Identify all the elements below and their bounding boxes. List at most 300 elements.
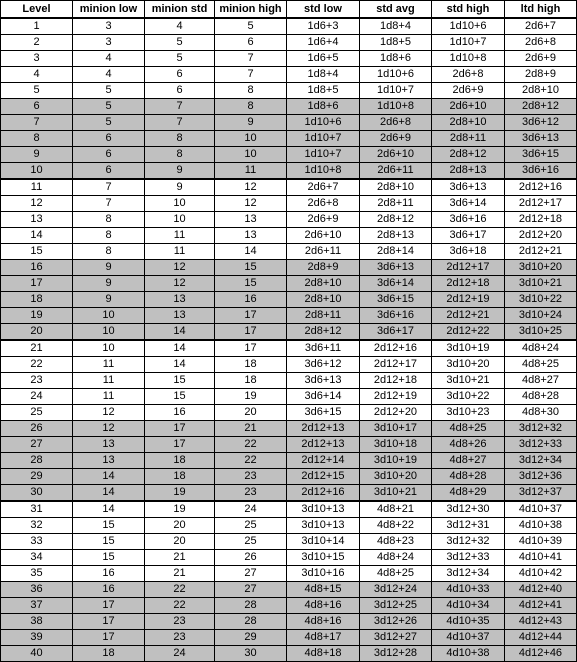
cell-std-low: 2d12+14 — [287, 453, 360, 469]
cell-minion-low: 8 — [73, 244, 145, 260]
cell-std-avg: 3d12+27 — [360, 630, 432, 646]
cell-std-high: 3d12+33 — [432, 550, 505, 566]
cell-minion-high: 19 — [215, 389, 287, 405]
header-std-low: std low — [287, 1, 360, 19]
cell-std-avg: 1d8+6 — [360, 51, 432, 67]
cell-minion-std: 14 — [145, 324, 215, 341]
cell-minion-std: 18 — [145, 453, 215, 469]
cell-std-low: 1d8+5 — [287, 83, 360, 99]
cell-ltd-high: 2d8+12 — [505, 99, 577, 115]
cell-minion-high: 28 — [215, 598, 287, 614]
cell-minion-high: 25 — [215, 534, 287, 550]
cell-ltd-high: 2d12+18 — [505, 212, 577, 228]
cell-std-avg: 2d6+9 — [360, 131, 432, 147]
cell-minion-low: 16 — [73, 582, 145, 598]
table-row — [1, 228, 577, 244]
cell-std-low: 3d6+14 — [287, 389, 360, 405]
cell-level: 19 — [1, 308, 73, 324]
cell-minion-low: 13 — [73, 453, 145, 469]
cell-level: 28 — [1, 453, 73, 469]
cell-minion-high: 9 — [215, 115, 287, 131]
table-row — [1, 35, 577, 51]
cell-level: 29 — [1, 469, 73, 485]
cell-minion-std: 11 — [145, 228, 215, 244]
cell-level: 23 — [1, 373, 73, 389]
cell-std-avg: 2d8+12 — [360, 212, 432, 228]
cell-minion-low: 12 — [73, 405, 145, 421]
cell-ltd-high: 4d8+24 — [505, 340, 577, 357]
cell-ltd-high: 2d6+8 — [505, 35, 577, 51]
cell-minion-low: 10 — [73, 308, 145, 324]
cell-ltd-high: 2d6+7 — [505, 18, 577, 35]
cell-minion-std: 20 — [145, 518, 215, 534]
cell-std-avg: 2d12+16 — [360, 340, 432, 357]
cell-std-high: 2d12+21 — [432, 308, 505, 324]
cell-std-avg: 1d10+8 — [360, 99, 432, 115]
cell-ltd-high: 4d12+41 — [505, 598, 577, 614]
cell-ltd-high: 3d10+20 — [505, 260, 577, 276]
cell-level: 36 — [1, 582, 73, 598]
cell-std-avg: 3d6+14 — [360, 276, 432, 292]
cell-std-avg: 2d8+14 — [360, 244, 432, 260]
cell-std-low: 2d12+13 — [287, 437, 360, 453]
cell-level: 7 — [1, 115, 73, 131]
cell-std-high: 4d10+38 — [432, 646, 505, 662]
cell-ltd-high: 3d6+13 — [505, 131, 577, 147]
table-row — [1, 212, 577, 228]
cell-minion-low: 17 — [73, 598, 145, 614]
cell-ltd-high: 4d10+42 — [505, 566, 577, 582]
cell-std-low: 4d8+18 — [287, 646, 360, 662]
cell-minion-high: 24 — [215, 501, 287, 518]
cell-std-high: 4d10+35 — [432, 614, 505, 630]
cell-std-low: 4d8+16 — [287, 614, 360, 630]
cell-level: 9 — [1, 147, 73, 163]
cell-minion-std: 10 — [145, 196, 215, 212]
cell-level: 2 — [1, 35, 73, 51]
cell-level: 37 — [1, 598, 73, 614]
cell-level: 35 — [1, 566, 73, 582]
cell-std-low: 3d10+13 — [287, 501, 360, 518]
cell-minion-high: 25 — [215, 518, 287, 534]
cell-level: 6 — [1, 99, 73, 115]
cell-std-avg: 2d12+19 — [360, 389, 432, 405]
cell-minion-std: 6 — [145, 83, 215, 99]
cell-std-low: 3d6+11 — [287, 340, 360, 357]
cell-minion-low: 15 — [73, 550, 145, 566]
cell-level: 34 — [1, 550, 73, 566]
header-level: Level — [1, 1, 73, 19]
cell-minion-high: 21 — [215, 421, 287, 437]
table-row — [1, 131, 577, 147]
cell-level: 15 — [1, 244, 73, 260]
cell-minion-low: 5 — [73, 99, 145, 115]
cell-ltd-high: 2d12+16 — [505, 179, 577, 196]
table-row — [1, 534, 577, 550]
cell-minion-std: 19 — [145, 501, 215, 518]
cell-ltd-high: 3d12+36 — [505, 469, 577, 485]
cell-std-avg: 4d8+23 — [360, 534, 432, 550]
cell-std-avg: 4d8+25 — [360, 566, 432, 582]
cell-std-high: 1d10+7 — [432, 35, 505, 51]
cell-minion-std: 23 — [145, 614, 215, 630]
cell-std-high: 3d12+32 — [432, 534, 505, 550]
cell-minion-high: 14 — [215, 244, 287, 260]
cell-minion-std: 16 — [145, 405, 215, 421]
cell-std-low: 2d12+15 — [287, 469, 360, 485]
header-std-high: std high — [432, 1, 505, 19]
cell-ltd-high: 4d8+27 — [505, 373, 577, 389]
cell-level: 27 — [1, 437, 73, 453]
cell-std-low: 2d8+9 — [287, 260, 360, 276]
cell-ltd-high: 2d6+9 — [505, 51, 577, 67]
cell-ltd-high: 2d12+21 — [505, 244, 577, 260]
cell-minion-std: 5 — [145, 51, 215, 67]
cell-level: 3 — [1, 51, 73, 67]
cell-std-high: 2d8+13 — [432, 163, 505, 180]
cell-ltd-high: 4d8+30 — [505, 405, 577, 421]
cell-std-high: 2d8+10 — [432, 115, 505, 131]
cell-minion-high: 6 — [215, 35, 287, 51]
cell-level: 31 — [1, 501, 73, 518]
cell-std-low: 1d10+6 — [287, 115, 360, 131]
cell-std-high: 2d6+8 — [432, 67, 505, 83]
cell-std-low: 2d6+9 — [287, 212, 360, 228]
cell-minion-std: 22 — [145, 598, 215, 614]
cell-std-high: 1d10+8 — [432, 51, 505, 67]
cell-std-high: 3d6+18 — [432, 244, 505, 260]
cell-std-avg: 3d10+20 — [360, 469, 432, 485]
table-row — [1, 276, 577, 292]
table-row — [1, 598, 577, 614]
cell-minion-std: 8 — [145, 131, 215, 147]
table-row — [1, 389, 577, 405]
cell-minion-std: 17 — [145, 421, 215, 437]
table-body — [1, 18, 577, 662]
cell-minion-low: 3 — [73, 18, 145, 35]
cell-minion-high: 16 — [215, 292, 287, 308]
cell-minion-high: 13 — [215, 212, 287, 228]
table-row — [1, 260, 577, 276]
cell-minion-low: 7 — [73, 179, 145, 196]
cell-level: 5 — [1, 83, 73, 99]
cell-std-avg: 2d8+11 — [360, 196, 432, 212]
cell-ltd-high: 4d10+41 — [505, 550, 577, 566]
table-row — [1, 67, 577, 83]
cell-minion-std: 7 — [145, 115, 215, 131]
cell-minion-low: 7 — [73, 196, 145, 212]
header-std-avg: std avg — [360, 1, 432, 19]
cell-minion-high: 12 — [215, 196, 287, 212]
cell-ltd-high: 3d12+37 — [505, 485, 577, 502]
table-row — [1, 630, 577, 646]
cell-ltd-high: 2d8+10 — [505, 83, 577, 99]
header-row — [1, 1, 577, 19]
table-row — [1, 582, 577, 598]
cell-minion-low: 6 — [73, 147, 145, 163]
table-row — [1, 373, 577, 389]
cell-std-low: 4d8+17 — [287, 630, 360, 646]
cell-minion-std: 14 — [145, 357, 215, 373]
cell-std-high: 3d12+34 — [432, 566, 505, 582]
cell-ltd-high: 3d6+15 — [505, 147, 577, 163]
table-row — [1, 646, 577, 662]
cell-std-high: 3d10+22 — [432, 389, 505, 405]
cell-minion-low: 5 — [73, 83, 145, 99]
table-row — [1, 566, 577, 582]
cell-minion-std: 14 — [145, 340, 215, 357]
cell-std-low: 2d6+7 — [287, 179, 360, 196]
table-row — [1, 292, 577, 308]
cell-minion-std: 10 — [145, 212, 215, 228]
cell-std-avg: 3d6+16 — [360, 308, 432, 324]
cell-ltd-high: 4d10+37 — [505, 501, 577, 518]
cell-minion-std: 22 — [145, 582, 215, 598]
cell-std-low: 3d10+16 — [287, 566, 360, 582]
cell-std-high: 1d10+6 — [432, 18, 505, 35]
cell-std-low: 2d12+16 — [287, 485, 360, 502]
cell-ltd-high: 3d12+34 — [505, 453, 577, 469]
table-row — [1, 83, 577, 99]
cell-minion-low: 11 — [73, 389, 145, 405]
cell-level: 1 — [1, 18, 73, 35]
cell-std-avg: 1d8+4 — [360, 18, 432, 35]
cell-minion-low: 9 — [73, 292, 145, 308]
cell-minion-std: 9 — [145, 163, 215, 180]
cell-std-avg: 4d8+24 — [360, 550, 432, 566]
cell-std-high: 4d8+29 — [432, 485, 505, 502]
cell-minion-high: 18 — [215, 373, 287, 389]
cell-ltd-high: 4d12+44 — [505, 630, 577, 646]
cell-minion-high: 7 — [215, 67, 287, 83]
cell-minion-std: 8 — [145, 147, 215, 163]
cell-std-high: 3d12+30 — [432, 501, 505, 518]
cell-level: 26 — [1, 421, 73, 437]
cell-minion-std: 15 — [145, 389, 215, 405]
cell-minion-low: 14 — [73, 485, 145, 502]
cell-std-high: 2d6+10 — [432, 99, 505, 115]
header-minion-std: minion std — [145, 1, 215, 19]
cell-minion-high: 22 — [215, 453, 287, 469]
cell-minion-std: 5 — [145, 35, 215, 51]
cell-ltd-high: 4d10+39 — [505, 534, 577, 550]
table-row — [1, 99, 577, 115]
table-row — [1, 550, 577, 566]
cell-minion-high: 30 — [215, 646, 287, 662]
cell-std-high: 3d6+16 — [432, 212, 505, 228]
cell-minion-low: 5 — [73, 115, 145, 131]
table-row — [1, 163, 577, 180]
cell-minion-high: 29 — [215, 630, 287, 646]
cell-minion-low: 6 — [73, 131, 145, 147]
cell-minion-std: 4 — [145, 18, 215, 35]
table-row — [1, 437, 577, 453]
cell-ltd-high: 2d12+20 — [505, 228, 577, 244]
cell-minion-std: 24 — [145, 646, 215, 662]
cell-minion-low: 9 — [73, 260, 145, 276]
cell-std-high: 3d6+13 — [432, 179, 505, 196]
cell-minion-low: 12 — [73, 421, 145, 437]
cell-ltd-high: 4d10+38 — [505, 518, 577, 534]
cell-minion-low: 17 — [73, 630, 145, 646]
table-row — [1, 421, 577, 437]
cell-std-low: 1d8+6 — [287, 99, 360, 115]
cell-minion-std: 7 — [145, 99, 215, 115]
cell-minion-high: 22 — [215, 437, 287, 453]
cell-level: 18 — [1, 292, 73, 308]
cell-minion-std: 20 — [145, 534, 215, 550]
cell-minion-std: 12 — [145, 260, 215, 276]
cell-minion-low: 11 — [73, 357, 145, 373]
cell-level: 25 — [1, 405, 73, 421]
cell-ltd-high: 2d12+17 — [505, 196, 577, 212]
cell-minion-low: 14 — [73, 501, 145, 518]
cell-std-avg: 4d8+22 — [360, 518, 432, 534]
cell-level: 4 — [1, 67, 73, 83]
cell-std-avg: 3d10+21 — [360, 485, 432, 502]
cell-ltd-high: 4d12+46 — [505, 646, 577, 662]
cell-std-high: 3d10+20 — [432, 357, 505, 373]
cell-std-high: 4d8+25 — [432, 421, 505, 437]
cell-minion-low: 6 — [73, 163, 145, 180]
cell-minion-std: 6 — [145, 67, 215, 83]
cell-std-avg: 3d12+24 — [360, 582, 432, 598]
cell-std-high: 3d12+31 — [432, 518, 505, 534]
cell-minion-std: 13 — [145, 308, 215, 324]
cell-std-low: 4d8+16 — [287, 598, 360, 614]
cell-ltd-high: 4d12+40 — [505, 582, 577, 598]
cell-std-low: 3d6+15 — [287, 405, 360, 421]
cell-std-high: 4d8+27 — [432, 453, 505, 469]
cell-std-high: 3d6+17 — [432, 228, 505, 244]
table-row — [1, 614, 577, 630]
table-row — [1, 308, 577, 324]
cell-std-low: 1d6+5 — [287, 51, 360, 67]
cell-minion-high: 18 — [215, 357, 287, 373]
cell-level: 38 — [1, 614, 73, 630]
cell-std-high: 2d12+19 — [432, 292, 505, 308]
cell-minion-high: 13 — [215, 228, 287, 244]
cell-std-low: 1d6+4 — [287, 35, 360, 51]
cell-level: 21 — [1, 340, 73, 357]
cell-level: 14 — [1, 228, 73, 244]
cell-std-low: 3d10+14 — [287, 534, 360, 550]
cell-minion-low: 4 — [73, 67, 145, 83]
cell-std-avg: 4d8+21 — [360, 501, 432, 518]
table-row — [1, 115, 577, 131]
cell-level: 39 — [1, 630, 73, 646]
cell-std-high: 4d10+34 — [432, 598, 505, 614]
cell-std-low: 1d10+7 — [287, 131, 360, 147]
cell-std-avg: 3d10+19 — [360, 453, 432, 469]
cell-minion-high: 8 — [215, 83, 287, 99]
table-row — [1, 18, 577, 35]
cell-level: 40 — [1, 646, 73, 662]
cell-std-avg: 3d12+28 — [360, 646, 432, 662]
cell-std-low: 1d8+4 — [287, 67, 360, 83]
cell-std-avg: 3d10+18 — [360, 437, 432, 453]
cell-minion-high: 10 — [215, 147, 287, 163]
cell-std-high: 2d8+11 — [432, 131, 505, 147]
cell-std-avg: 2d8+10 — [360, 179, 432, 196]
cell-ltd-high: 2d8+9 — [505, 67, 577, 83]
cell-minion-low: 3 — [73, 35, 145, 51]
table-row — [1, 501, 577, 518]
table-row — [1, 357, 577, 373]
cell-std-low: 2d6+8 — [287, 196, 360, 212]
cell-minion-high: 23 — [215, 485, 287, 502]
cell-std-low: 2d12+13 — [287, 421, 360, 437]
cell-minion-high: 12 — [215, 179, 287, 196]
cell-ltd-high: 3d10+25 — [505, 324, 577, 341]
cell-std-low: 3d10+13 — [287, 518, 360, 534]
table-row — [1, 340, 577, 357]
cell-level: 16 — [1, 260, 73, 276]
cell-level: 24 — [1, 389, 73, 405]
cell-std-avg: 3d6+17 — [360, 324, 432, 341]
cell-ltd-high: 4d12+43 — [505, 614, 577, 630]
cell-std-avg: 2d12+18 — [360, 373, 432, 389]
cell-level: 20 — [1, 324, 73, 341]
cell-level: 33 — [1, 534, 73, 550]
cell-ltd-high: 3d10+21 — [505, 276, 577, 292]
cell-ltd-high: 3d6+12 — [505, 115, 577, 131]
cell-std-low: 1d6+3 — [287, 18, 360, 35]
cell-std-avg: 3d6+13 — [360, 260, 432, 276]
cell-minion-low: 10 — [73, 340, 145, 357]
cell-std-low: 2d8+10 — [287, 276, 360, 292]
cell-ltd-high: 4d8+25 — [505, 357, 577, 373]
cell-std-avg: 1d10+7 — [360, 83, 432, 99]
cell-std-low: 2d8+12 — [287, 324, 360, 341]
table-row — [1, 453, 577, 469]
cell-minion-high: 26 — [215, 550, 287, 566]
cell-std-low: 3d6+13 — [287, 373, 360, 389]
cell-level: 11 — [1, 179, 73, 196]
cell-ltd-high: 3d12+32 — [505, 421, 577, 437]
cell-minion-low: 18 — [73, 646, 145, 662]
cell-level: 10 — [1, 163, 73, 180]
cell-minion-high: 11 — [215, 163, 287, 180]
cell-minion-low: 8 — [73, 228, 145, 244]
cell-std-high: 2d12+17 — [432, 260, 505, 276]
cell-ltd-high: 3d6+16 — [505, 163, 577, 180]
cell-minion-low: 4 — [73, 51, 145, 67]
cell-std-low: 2d8+10 — [287, 292, 360, 308]
cell-std-high: 2d12+18 — [432, 276, 505, 292]
cell-std-low: 1d10+7 — [287, 147, 360, 163]
cell-std-avg: 3d12+26 — [360, 614, 432, 630]
table-row — [1, 485, 577, 502]
cell-std-high: 4d10+37 — [432, 630, 505, 646]
cell-std-avg: 2d6+8 — [360, 115, 432, 131]
cell-minion-high: 27 — [215, 582, 287, 598]
header-ltd-high: ltd high — [505, 1, 577, 19]
cell-level: 17 — [1, 276, 73, 292]
cell-minion-low: 11 — [73, 373, 145, 389]
cell-ltd-high: 3d10+24 — [505, 308, 577, 324]
cell-minion-std: 15 — [145, 373, 215, 389]
cell-minion-std: 21 — [145, 566, 215, 582]
cell-minion-high: 8 — [215, 99, 287, 115]
cell-std-avg: 3d10+17 — [360, 421, 432, 437]
cell-minion-high: 5 — [215, 18, 287, 35]
table-row — [1, 518, 577, 534]
cell-std-high: 3d10+21 — [432, 373, 505, 389]
table-row — [1, 244, 577, 260]
cell-std-high: 2d12+22 — [432, 324, 505, 341]
table-row — [1, 405, 577, 421]
